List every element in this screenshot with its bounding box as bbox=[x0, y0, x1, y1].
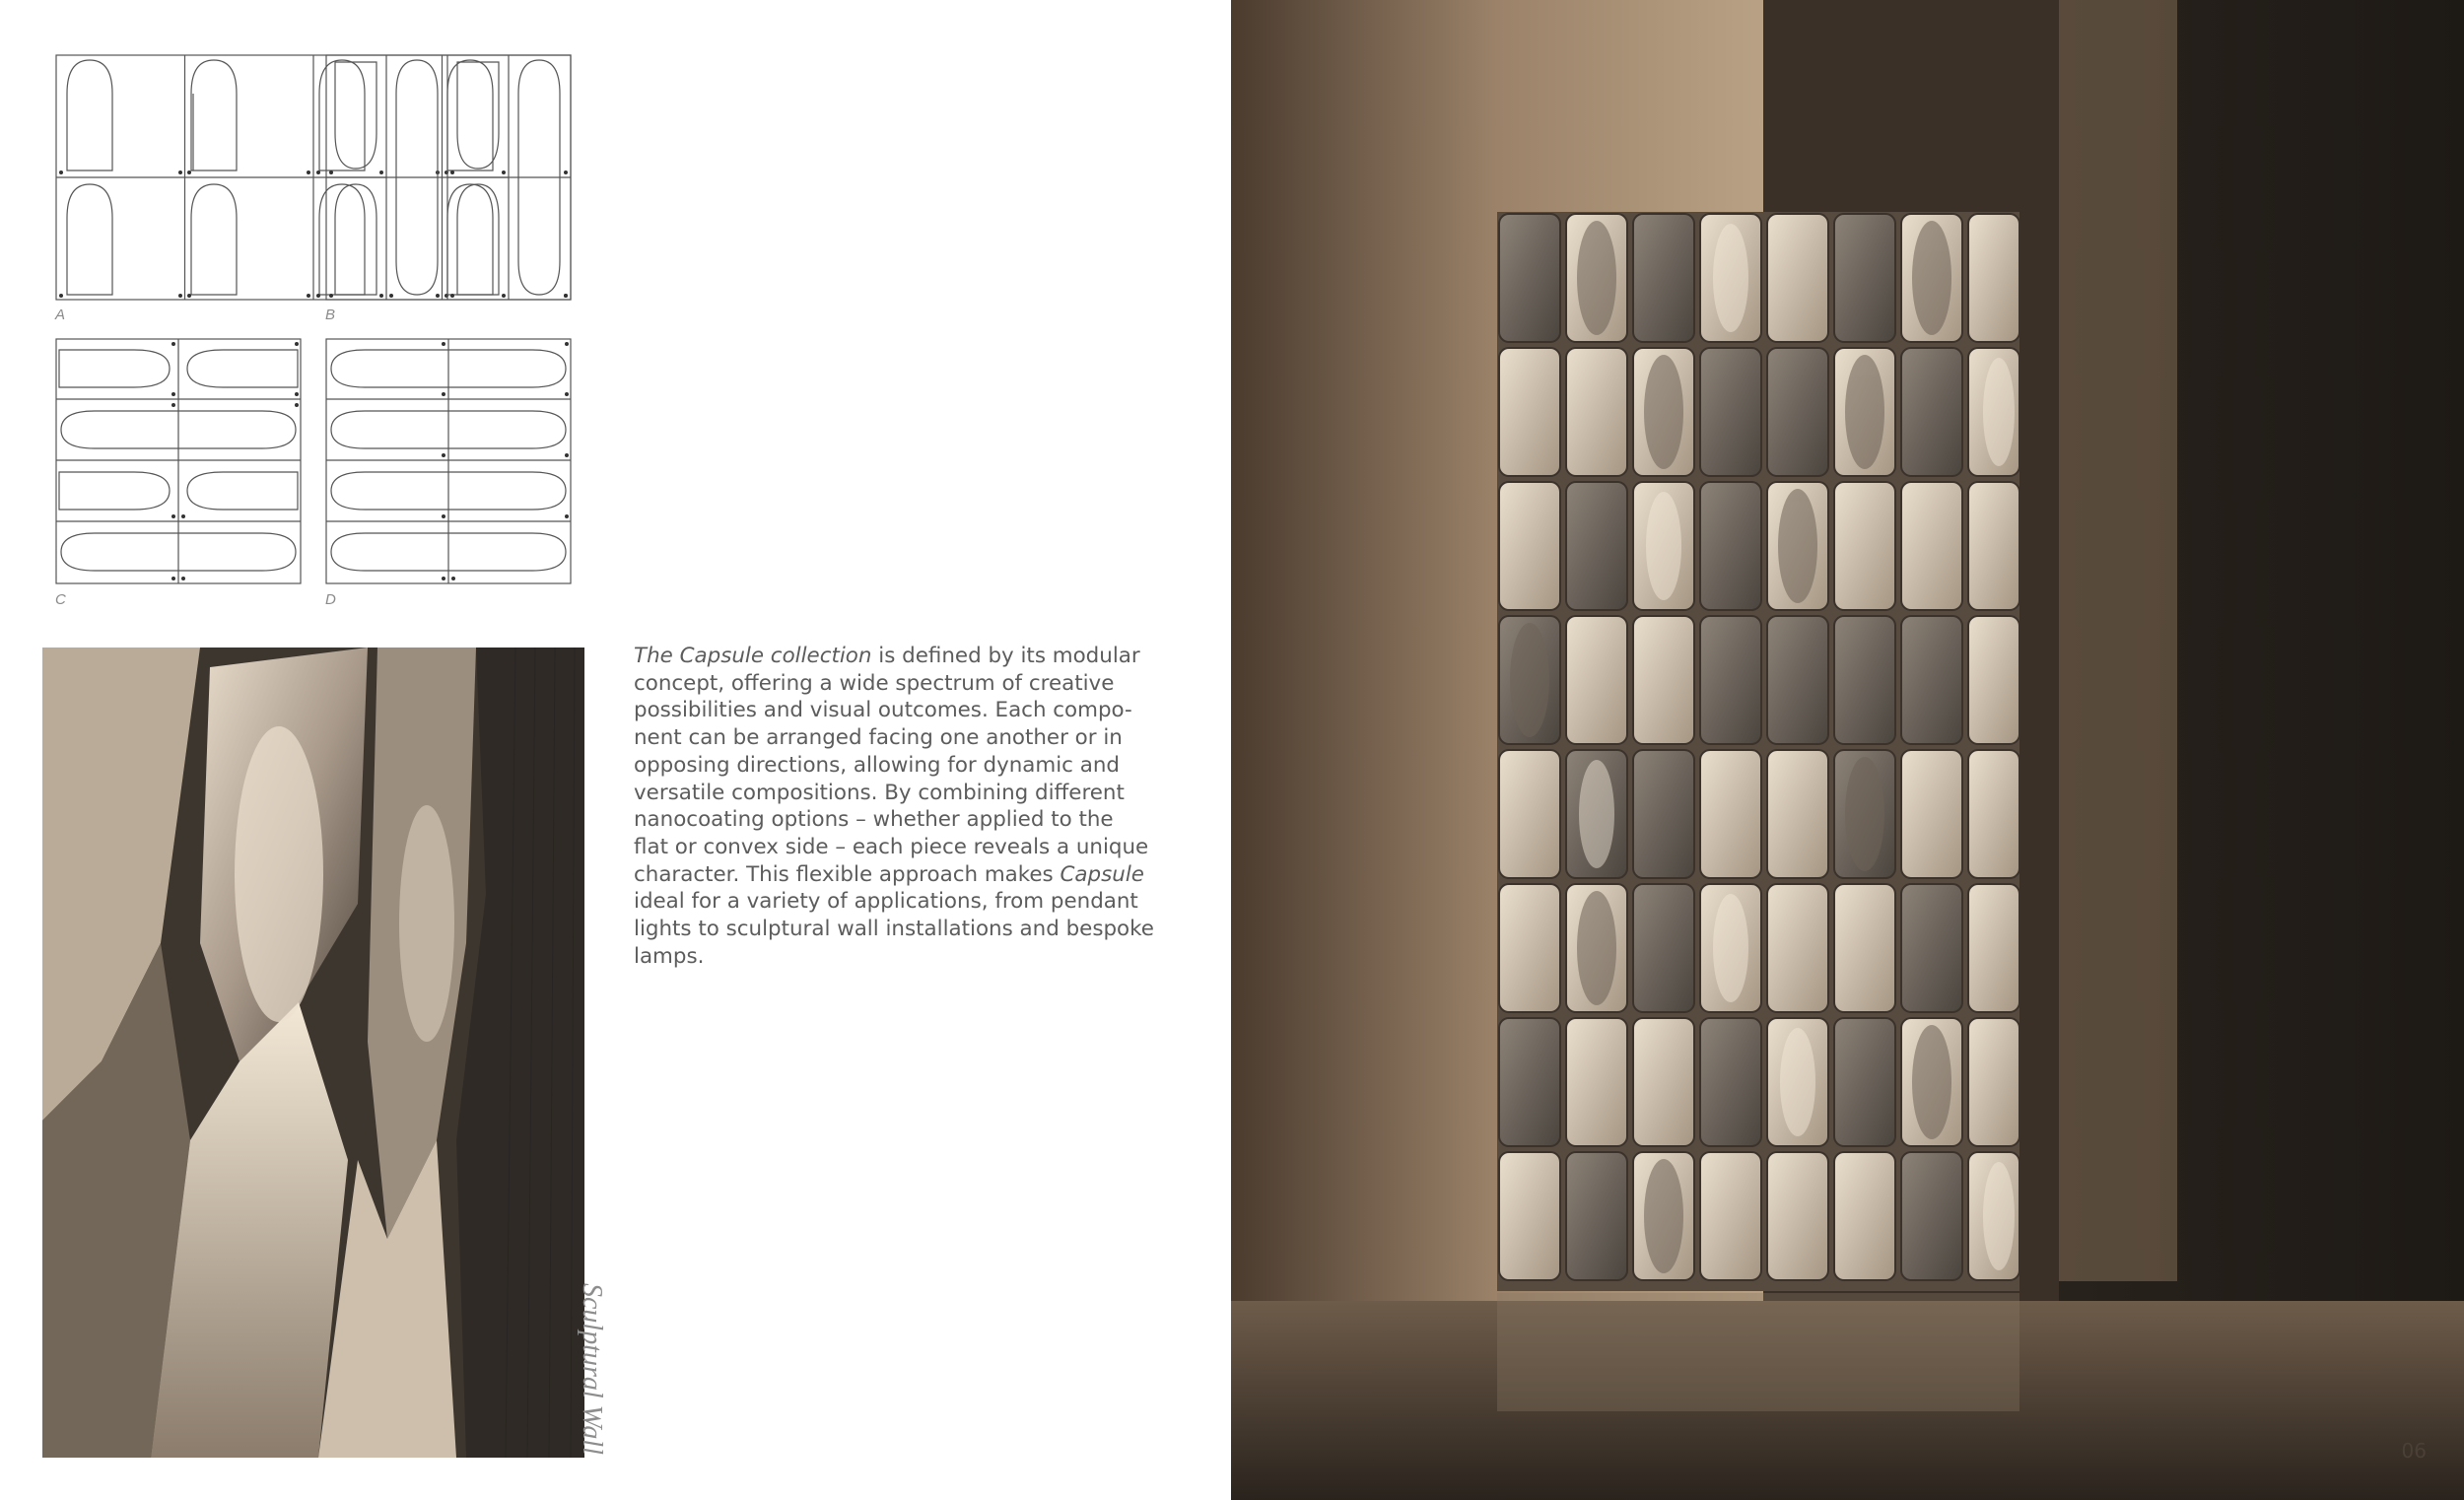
diagram-d-drawing bbox=[325, 338, 572, 584]
description-italic-mid: Capsule bbox=[1060, 861, 1144, 887]
diagram-c-label: C bbox=[55, 591, 66, 608]
diagram-c bbox=[55, 338, 302, 584]
installation-photo-render bbox=[1231, 0, 2464, 1500]
diagram-b bbox=[325, 54, 572, 301]
diagram-d bbox=[325, 338, 572, 584]
photo-caption bbox=[578, 1283, 605, 1455]
left-page bbox=[0, 0, 1231, 1500]
sculptural-wall-photo bbox=[42, 648, 584, 1458]
diagram-c-drawing bbox=[55, 338, 302, 584]
description-text-2: ideal for a variety of applications, from pendant lights to sculptural wall installations and bespoke lamps. bbox=[634, 889, 1154, 969]
diagram-d-label: D bbox=[325, 591, 336, 608]
description-italic-lead: The Capsule collection bbox=[634, 644, 872, 668]
diagram-b-label: B bbox=[325, 307, 336, 323]
installation-photo bbox=[1231, 0, 2464, 1500]
diagram-a-label: A bbox=[55, 307, 66, 323]
description-paragraph bbox=[634, 643, 1172, 970]
description-text-1: is defined by its modular concept, offering a wide spectrum of creative possibilities and visual outcomes. Each compo- nent can be arranged facing one another or in opposing directions, allowing for dynamic and versatile compositions. By combining different nanocoating options – whether applied to the flat or convex side – each piece reveals a unique character. This flexible approach makes bbox=[634, 644, 1149, 887]
sculptural-wall-photo-render bbox=[42, 648, 584, 1458]
page-number: 06 bbox=[2401, 1439, 2427, 1463]
diagram-b-drawing bbox=[325, 54, 572, 301]
photo-caption-text: Sculptural Wall bbox=[577, 1283, 607, 1455]
